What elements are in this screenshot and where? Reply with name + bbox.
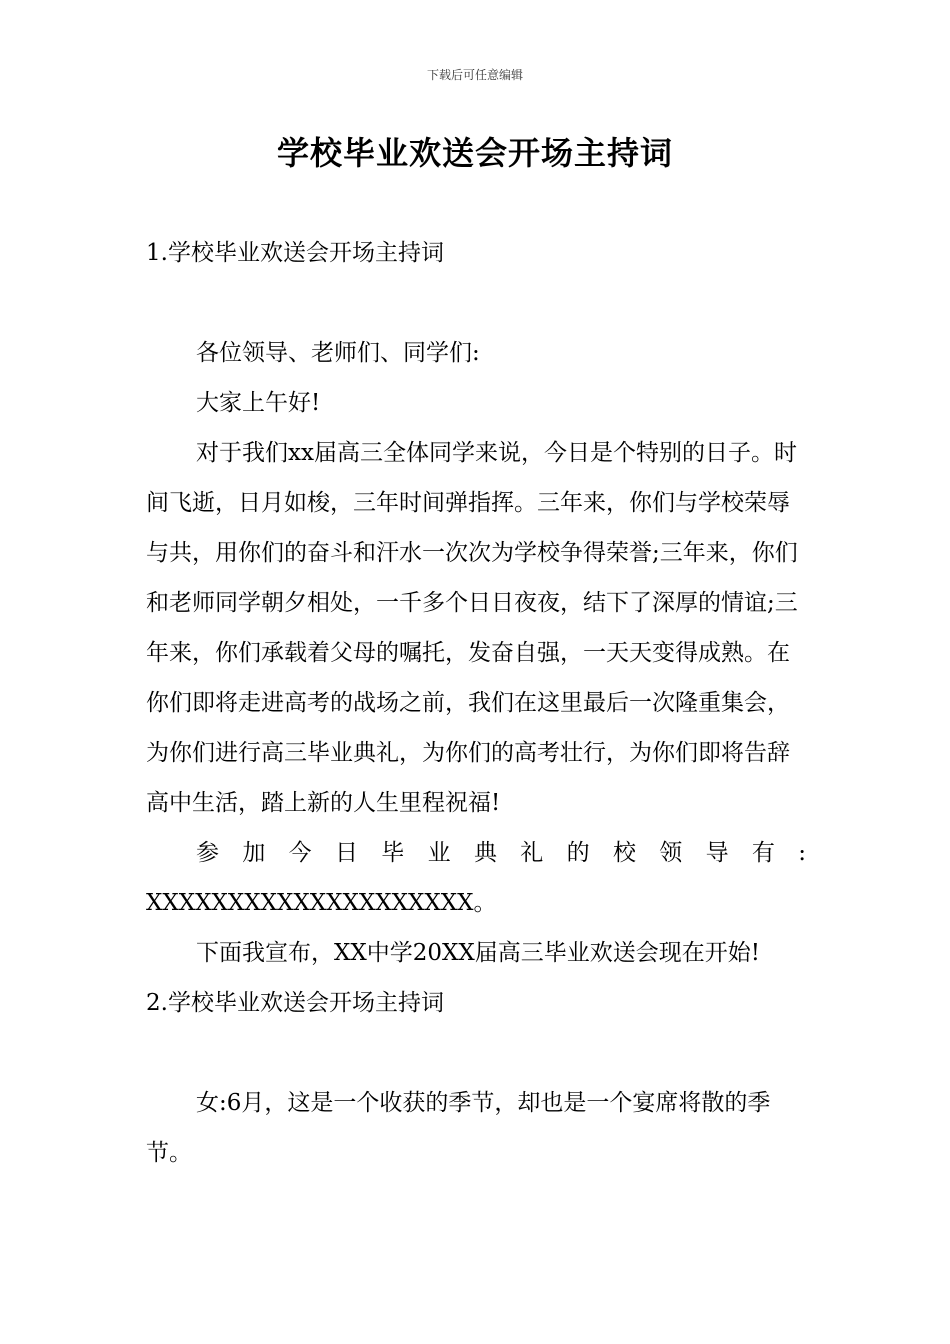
section-2-heading: 2.学校毕业欢送会开场主持词 [146, 990, 444, 1016]
spacer [146, 1028, 806, 1078]
document-title: 学校毕业欢送会开场主持词 [276, 134, 673, 172]
document-body [146, 228, 806, 1178]
body-paragraph: 对于我们xx届高三全体同学来说，今日是个特别的日子。时间飞逝，日月如梭，三年时间弹指挥。三年来，你们与学校荣辱与共，用你们的奋斗和汗水一次次为学校争得荣誉;三年来，你们和老师同学朝夕相处，一千多个日日夜夜，结下了深厚的情谊;三年来，你们承载着父母的嘱托，发奋自强，一天天变得成熟。在你们即将走进高考的战场之前，我们在这里最后一次隆重集会，为你们进行高三毕业典礼，为你们的高考壮行，为你们即将告辞高中生活，踏上新的人生里程祝福! [146, 440, 798, 816]
header-note: 下载后可任意编辑 [426, 68, 523, 82]
leaders-line: 参加今日毕业典礼的校领导有: [196, 840, 806, 866]
spacer [146, 278, 806, 328]
announce-line: 下面我宣布，XX中学20XX届高三毕业欢送会现在开始! [196, 940, 761, 966]
section-1-heading: 1.学校毕业欢送会开场主持词 [146, 240, 444, 266]
section-2-line: 女:6月，这是一个收获的季节，却也是一个宴席将散的季节。 [146, 1090, 771, 1166]
leaders-names: XXXXXXXXXXXXXXXXXXXX。 [146, 890, 497, 916]
hello-line: 大家上午好! [196, 390, 321, 416]
greeting-line: 各位领导、老师们、同学们: [196, 340, 480, 366]
